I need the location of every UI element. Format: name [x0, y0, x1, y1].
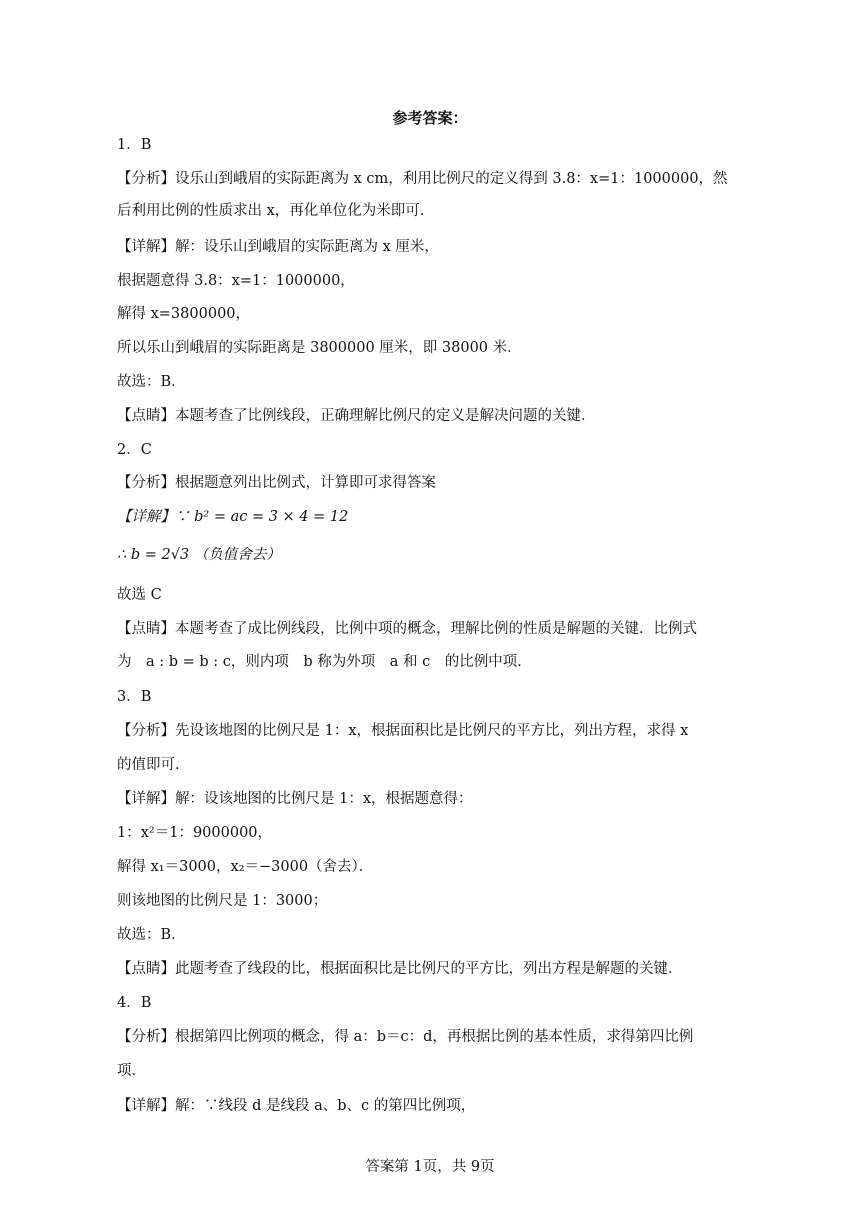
question-4-answer: 4．B — [117, 995, 152, 1011]
q2-choice: 故选 C — [117, 587, 162, 603]
q2-comment-line-2: 为 a : b = b : c，则内项 b 称为外项 a 和 c 的比例中项． — [117, 654, 532, 670]
q1-choice: 故选：B． — [117, 374, 186, 390]
q4-detail-line-1: 【详解】解：∵线段 d 是线段 a、b、c 的第四比例项， — [117, 1098, 476, 1114]
page-footer: 答案第 1页，共 9页 — [365, 1159, 495, 1175]
q3-comment: 【点睛】此题考查了线段的比，根据面积比是比例尺的平方比，列出方程是解题的关键． — [117, 961, 683, 977]
q3-analysis-line-1: 【分析】先设该地图的比例尺是 1：x，根据面积比是比例尺的平方比，列出方程，求得 x — [117, 723, 689, 739]
q2-analysis: 【分析】根据题意列出比例式，计算即可求得答案 — [117, 475, 436, 491]
q2-detail-formula-2: ∴ b = 2√3 （负值舍去） — [117, 547, 281, 563]
q1-detail-line-1: 【详解】解：设乐山到峨眉的实际距离为 x 厘米， — [117, 239, 439, 255]
q3-analysis-line-2: 的值即可． — [117, 757, 190, 773]
question-3-answer: 3．B — [117, 689, 152, 705]
q1-analysis-line-1: 【分析】设乐山到峨眉的实际距离为 x cm，利用比例尺的定义得到 3.8：x=1：1000000，然 — [117, 171, 728, 187]
q1-detail-line-2: 根据题意得 3.8：x=1：1000000， — [117, 273, 355, 289]
q3-detail-line-1: 【详解】解：设该地图的比例尺是 1：x，根据题意得： — [117, 791, 473, 807]
q1-detail-line-3: 解得 x=3800000， — [117, 306, 251, 322]
q3-detail-line-2: 1：x²＝1：9000000， — [117, 825, 273, 841]
q2-comment-line-1: 【点睛】本题考查了成比例线段，比例中项的概念，理解比例的性质是解题的关键．比例式 — [117, 621, 697, 637]
question-2-answer: 2．C — [117, 442, 152, 458]
q3-detail-line-3: 解得 x₁＝3000，x₂＝−3000（舍去）． — [117, 859, 374, 875]
page-title: 参考答案： — [392, 109, 468, 127]
q3-detail-line-4: 则该地图的比例尺是 1：3000； — [117, 893, 328, 909]
q1-analysis-line-2: 后利用比例的性质求出 x，再化单位化为米即可． — [117, 203, 435, 219]
q3-choice: 故选：B． — [117, 927, 186, 943]
question-1-answer: 1．B — [117, 137, 152, 153]
q1-comment: 【点睛】本题考查了比例线段，正确理解比例尺的定义是解决问题的关键． — [117, 408, 596, 424]
q4-analysis-line-2: 项． — [117, 1063, 146, 1079]
q1-detail-line-4: 所以乐山到峨眉的实际距离是 3800000 厘米，即 38000 米． — [117, 340, 522, 356]
q2-detail-formula-1: 【详解】∵ b² = ac = 3 × 4 = 12 — [117, 509, 349, 525]
q4-analysis-line-1: 【分析】根据第四比例项的概念，得 a：b＝c：d，再根据比例的基本性质，求得第四比例 — [117, 1029, 694, 1045]
